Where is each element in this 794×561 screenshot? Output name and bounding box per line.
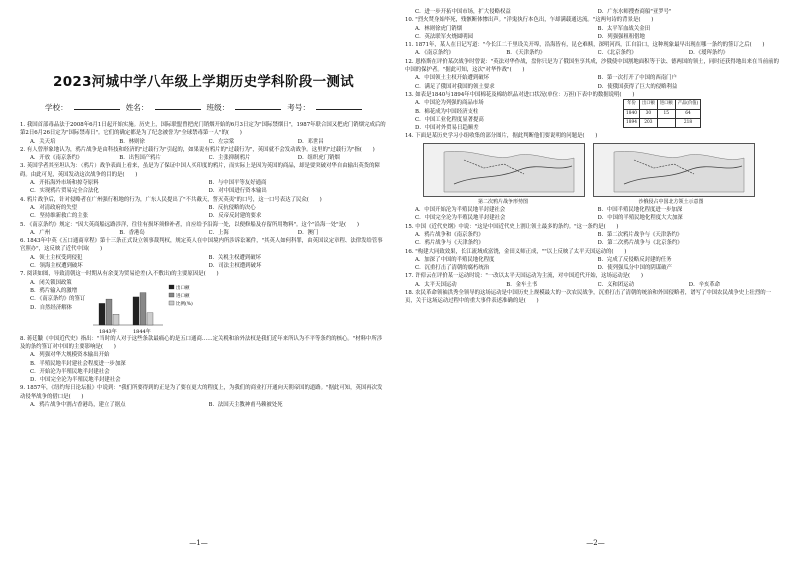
question-stem: 16. "构建大同致效果，长江流域成富饶，金田义师正成，""以上反映了太平天国运动的( ) [405, 248, 627, 255]
answer-option[interactable]: A．对清政府的失望 [30, 204, 78, 211]
answer-option[interactable]: C．英法联军火烧圆明园 [415, 33, 474, 40]
answer-option[interactable]: B．关税主权遭到破坏 [208, 254, 261, 261]
class-label: 班级： [206, 103, 230, 112]
question-item [405, 272, 780, 289]
question-item [20, 221, 387, 238]
answer-option[interactable]: D．自然经济解体 [30, 304, 73, 311]
page-number: —2— [586, 539, 605, 547]
question-figure-row [405, 99, 780, 132]
legend-label: 进口额 [176, 293, 190, 299]
answer-option[interactable]: B．中国半殖民地化程度进一步加深 [597, 207, 683, 214]
answer-option[interactable]: A．中国领土主权开始遭到破坏 [415, 75, 489, 82]
x-tick-label: 1843年 [99, 328, 118, 335]
exam-title: 2023河城中学八年级上学期历史学科阶段一测试 [53, 74, 354, 90]
question-figure-row [20, 279, 387, 335]
russia-occupation-map [593, 143, 755, 197]
question-stem: 18. 农民革命领袖洪秀全领导的这场运动是中国历史上规模最大的一次农民战争，沉重打击了清朝的统治和外国侵略者，谱写了中国农民战争史上壮烈的一页，关于这场运动过程中的重大事件表述准确的是( ) [405, 290, 772, 305]
answer-option[interactable]: D．第二次鸦片战争与《北京条约》 [597, 240, 683, 247]
options [20, 401, 387, 409]
table-cell: 15 [657, 109, 675, 118]
question-stem: 17. 许倬云在评价某一运动时说："一改以太平天国运动为主流，对中国近代开始，这场运动是( ) [405, 273, 643, 280]
question-item [20, 146, 387, 163]
answer-option[interactable]: A．鸦片战争和《南京条约》 [415, 231, 484, 238]
question-item [20, 162, 387, 195]
answer-option[interactable]: A．闭关锁国政策 [30, 279, 72, 286]
question-stem: 5. 《南京条约》规定："因大英商船远路涉洋，往往有损坏须修补者，自应给予沿海一处，以便修船及存留所用物料"。这个"沿海一处"是( ) [20, 221, 360, 228]
answer-option[interactable]: C．沉重打击了清朝的腐朽统治 [415, 265, 490, 272]
options [20, 351, 387, 384]
table-header-cell: 出口额 [639, 100, 657, 109]
chart-bar [106, 299, 112, 325]
options [20, 254, 387, 271]
answer-option[interactable]: B．出售国产鸦片 [119, 155, 161, 162]
answer-option[interactable]: B．与中国平等友好通商 [208, 180, 267, 187]
answer-option[interactable]: A．太平天国运动 [415, 281, 457, 288]
answer-option[interactable]: A．中国沦为列强的商品市场 [415, 100, 484, 107]
legend-swatch [169, 301, 174, 305]
table-cell: 218 [675, 118, 701, 127]
answer-option[interactable]: D．司法主权遭到破坏 [208, 263, 262, 270]
class-field[interactable] [235, 102, 281, 110]
second-opium-war-map [423, 143, 585, 197]
table-cell: 1894 [624, 118, 640, 127]
answer-option[interactable]: C．主张抑制鸦片 [208, 155, 251, 162]
legend-swatch [169, 293, 174, 297]
answer-option[interactable]: C．左宗棠 [208, 138, 235, 145]
answer-option[interactable]: C．鸦片战争与《天津条约》 [415, 240, 484, 247]
table-header-cell: 年份 [624, 100, 640, 109]
chart-bar [133, 297, 139, 325]
map-images [423, 143, 780, 197]
answer-option[interactable]: D．澳门 [297, 229, 319, 236]
question-item [405, 58, 780, 91]
table-cell: 30 [639, 109, 657, 118]
options [20, 229, 387, 237]
question-stem: 9. 1857年，《纽约每日论坛报》中说到："我们所要得到的正是为了要在更大的程度上，为我们的商业打开通向天朝帝国的道路。"据此可知，英国再次发动侵华战争的借口是( ) [20, 385, 383, 400]
answer-option[interactable]: B．林则徐 [119, 138, 145, 145]
question-item [405, 8, 780, 16]
answer-option[interactable]: D．中国的半殖民地化程度大大加深 [597, 215, 683, 222]
answer-option[interactable]: B．完成了反侵略反封建的任务 [597, 256, 672, 263]
answer-option[interactable]: B．金车土书 [506, 281, 538, 288]
table-header-cell: 进口额 [657, 100, 675, 109]
answer-option[interactable]: B．香港岛 [119, 229, 145, 236]
answer-option[interactable]: D．列强强租租借地 [597, 33, 645, 40]
options [20, 154, 387, 162]
options [405, 25, 780, 42]
answer-option[interactable]: C．领海主权遭到破坏 [30, 263, 83, 270]
question-item [405, 41, 780, 58]
options [405, 99, 615, 132]
map-caption: 第二次鸦片战争形势图 [477, 198, 528, 205]
answer-option[interactable]: C．实现鸦片贸易完全合法化 [30, 188, 99, 195]
answer-option[interactable]: A．列强对华大规模资本输出开始 [30, 352, 110, 359]
answer-option[interactable]: A．开放《南京条约》 [30, 155, 83, 162]
options [405, 49, 780, 57]
answer-option[interactable]: A．林则徐虎门销烟 [415, 25, 463, 32]
legend-swatch [169, 285, 174, 289]
answer-option[interactable]: B．法国天主教神甫马赖被处死 [208, 402, 283, 409]
options [405, 231, 780, 248]
answer-option[interactable]: D．中国完全沦为半殖民地半封建社会 [30, 377, 121, 384]
answer-option[interactable]: C．坚持维新救亡的主张 [30, 213, 89, 220]
answer-option[interactable]: D．邓世昌 [297, 138, 324, 145]
legend-label: 出口额 [176, 285, 190, 291]
answer-option[interactable]: A．开拓海外市场和掠夺原料 [30, 180, 99, 187]
table-header-cell: 产品(价值) [675, 100, 701, 109]
answer-option[interactable]: D．组织虎门销烟 [297, 155, 340, 162]
question-stem: 1. 我国首部毒品法于2008年6月1日起开始实施。历史上，国际联盟曾把虎门销烟开始的6月3日定为"国际禁烟日"，1987年联合国又把虎门销烟完成后的第2日6月26日定为"国际禁毒日"。它们的确定都是为了纪念被誉为"全球禁毒第一人"的( ) [20, 122, 386, 137]
chart-bar [113, 314, 119, 325]
options [405, 206, 780, 223]
school-field[interactable] [74, 102, 120, 110]
number-label: 考号： [287, 103, 311, 112]
question-stem: 14. 下面是某历史学习小组收集的部分图片，据此判断他们要说明的问题是( ) [405, 133, 598, 140]
answer-option[interactable]: D．广东水师搜查商船"亚罗号" [597, 9, 672, 15]
answer-option[interactable]: D．使俄国获得了巨大的侵略利益 [597, 83, 678, 90]
answer-option[interactable]: B．第二次鸦片战争与《天津条约》 [597, 231, 683, 238]
answer-option[interactable]: A．关天培 [30, 138, 56, 145]
table-row [624, 109, 701, 118]
table-cell: 64 [675, 109, 701, 118]
question-stem: 15. 中国《近代史纲》中说："这是中国近代史上割让领土最多的条约。"这一条约是( ) [405, 223, 619, 230]
answer-option[interactable]: A．中国开始沦为半殖民地半封建社会 [415, 207, 506, 214]
legend-label: 比例(%) [176, 301, 194, 307]
question-stem: 11. 1871年，某人在日记写道："今长江二千里设关开埠，沿海皆有，昆仑难赎，深明河西，江自沿口，这种现象最早出现在哪一条约的签订之后( ) [405, 42, 765, 49]
options [20, 138, 387, 146]
answer-option[interactable]: A．鸦片战争中割占香港岛，建立了据点 [30, 402, 126, 409]
answer-option[interactable]: C．《南京条约》的签订 [30, 296, 86, 303]
answer-option[interactable]: B．棉花成为中国经济支柱 [415, 108, 479, 115]
answer-option[interactable]: A．领土主权受到侵犯 [30, 254, 83, 261]
question-item [405, 91, 780, 132]
answer-option[interactable]: D．辛亥革命 [688, 281, 721, 288]
question-stem: 2. 有人曾形象地认为，鸦片战争是由科技和经济的"过载行为"引起的，如果说有鸦片的"过载行为"，英国就不会发动战争。这里的"过载行为"指( ) [20, 146, 375, 153]
page-number: —1— [189, 539, 208, 547]
answer-option[interactable]: D．中国对外贸易日趋顺差 [415, 125, 479, 132]
question-stem: 12. 恩格斯在评价某次战争时曾说："英法对华作战，盘你只是为了俄国坐享其成，沙俄使中国割地面积等于法、德两国的领土，同时还获得地出来在当前前的中国的保护者。"据此可知，这次"对华作战"( ) [405, 58, 779, 74]
answer-option[interactable]: C．进一步开拓中国市场，扩大侵略权益 [415, 9, 511, 15]
trade-table [623, 99, 701, 128]
options [405, 256, 780, 273]
answer-option[interactable]: C．中国完全沦为半殖民地半封建社会 [415, 215, 506, 222]
options [405, 8, 780, 16]
name-label: 姓名： [125, 103, 149, 112]
options [20, 204, 387, 221]
question-item [20, 121, 387, 146]
question-list-right [405, 8, 780, 306]
answer-option[interactable]: D．反帝反封建的要求 [208, 213, 262, 220]
school-label: 学校： [44, 103, 68, 112]
chart-bar [147, 312, 153, 324]
question-stem: 8. 蒋廷黻《中国近代史》指出："当时的人对于这些条款最痛心的是五口通商……定关税和治外法权是我们近年来所认为不平等条约的核心。"材料中所涉及的条约签订对中国的主要影响是( ) [20, 335, 383, 350]
options [405, 281, 780, 289]
question-stem: 7. 阅读如图，导致清朝这一时期从有余变为贸易逆差(入不敷出)的主要原因是( ) [20, 271, 219, 278]
answer-option[interactable]: D．使列强瓜分中国的阴谋破产 [597, 265, 672, 272]
answer-option[interactable]: B．反抗侵略的决心 [208, 204, 256, 211]
options [20, 279, 85, 312]
chart-bar [99, 303, 105, 325]
student-info-row [20, 102, 387, 113]
table-cell: 1840 [624, 109, 640, 118]
answer-option[interactable]: C．《北京条约》 [597, 50, 637, 57]
question-item [20, 384, 387, 409]
question-stem: 6. 1843年中英《五口通商章程》第十三条正式设立领事裁判权，规定英人在中国境内所涉诉讼案件，"其英人如何科罪，由英国议定章程、法律发给管事官照办"，这反映了近代中国( ) [20, 238, 383, 253]
question-item [405, 16, 780, 41]
answer-option[interactable]: D．《瑷珲条约》 [688, 50, 729, 57]
answer-option[interactable]: B．《天津条约》 [506, 50, 546, 57]
answer-option[interactable]: B．鸦片输入的激增 [30, 287, 78, 294]
question-item [405, 248, 780, 273]
question-stem: 4. 鸦片战争后，针对侵略者在广州强行租地的行为，广东人民提出了"不共戴天，誓灭英夷"的口号，这一口号表达了民众( ) [20, 196, 322, 203]
chart-bar [140, 292, 146, 324]
trade-bar-chart [89, 279, 199, 335]
answer-option[interactable]: C．中国工业化程度显著提高 [415, 116, 484, 123]
answer-option[interactable]: A．加深了中国的半殖民地化程度 [415, 256, 495, 263]
question-stem: 3. 英国学者其至坦认为：（鸦片）战争表面上看来，虽是为了保证中国人买印度的鸦片，而实际上是因为英国的商品，却是要突破对华自由输出英货的障碍。由此可见，英国发动这次战争的目的是( ) [20, 163, 380, 178]
question-item [20, 270, 387, 334]
question-item [20, 237, 387, 270]
question-item [405, 289, 780, 306]
answer-option[interactable]: C．义和团运动 [597, 281, 634, 288]
question-stem: 13. 如表是1840与1894年中国棉花及棉纺织品对进口状况(单位：万担)下表中的数据说明( ) [405, 91, 635, 98]
table-cell: 203 [639, 118, 657, 127]
question-stem: 10. "烈火焚身始毕死，残骸断体惨出声。"洋鬼执行本色出，乍却满载通达流。"这两句诗的背景是( ) [405, 17, 654, 24]
page-right [397, 0, 794, 561]
answer-option[interactable]: C．开始沦为半殖民地半封建社会 [30, 368, 110, 375]
table-cell [657, 118, 675, 127]
answer-option[interactable]: B．第一次打开了中国的西南门户 [597, 75, 677, 82]
answer-option[interactable]: B．太平军血战关金田 [597, 25, 650, 32]
question-list-left [20, 121, 387, 409]
options [20, 179, 387, 196]
name-field[interactable] [155, 102, 201, 110]
table-row [624, 118, 701, 127]
question-item [405, 132, 780, 222]
map-caption: 沙俄侵占中国北方领土示意图 [638, 198, 704, 205]
answer-option[interactable]: D．对中国进行资本输出 [208, 188, 267, 195]
options [405, 74, 780, 91]
answer-option[interactable]: B．半殖民地半封建社会程度进一步加深 [30, 360, 126, 367]
answer-option[interactable]: A．广州 [30, 229, 51, 236]
map-captions [423, 198, 780, 206]
question-item [405, 223, 780, 248]
number-field[interactable] [316, 102, 362, 110]
question-item [20, 335, 387, 385]
question-item [20, 196, 387, 221]
answer-option[interactable]: C．满足了俄国对我国的领土要求 [415, 83, 495, 90]
x-tick-label: 1844年 [133, 328, 152, 335]
answer-option[interactable]: A．《南京条约》 [415, 50, 454, 57]
answer-option[interactable]: C．上海 [208, 229, 229, 236]
